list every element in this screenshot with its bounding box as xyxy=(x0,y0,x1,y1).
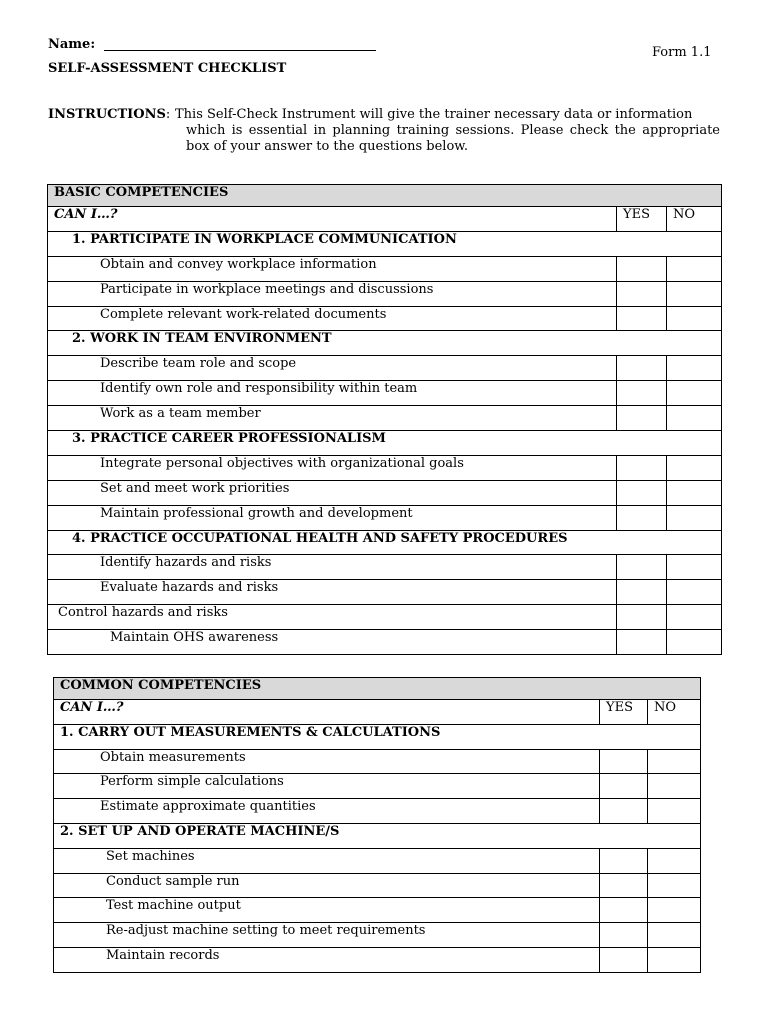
name-label: Name: xyxy=(48,37,96,52)
checklist-row xyxy=(54,923,701,948)
yes-checkbox[interactable] xyxy=(600,947,648,972)
no-checkbox[interactable] xyxy=(648,873,701,898)
no-checkbox[interactable] xyxy=(648,799,701,824)
no-checkbox[interactable] xyxy=(667,356,722,381)
form-number: Form 1.1 xyxy=(652,45,712,60)
checklist-row xyxy=(48,630,722,655)
no-checkbox[interactable] xyxy=(667,505,722,530)
no-checkbox[interactable] xyxy=(667,381,722,406)
yes-column-header: YES xyxy=(617,207,667,232)
yes-checkbox[interactable] xyxy=(617,306,667,331)
no-checkbox[interactable] xyxy=(648,848,701,873)
no-checkbox[interactable] xyxy=(667,406,722,431)
section-title: 3. PRACTICE CAREER PROFESSIONALISM xyxy=(48,431,722,456)
yes-checkbox[interactable] xyxy=(617,580,667,605)
checklist-row xyxy=(54,898,701,923)
yes-checkbox[interactable] xyxy=(617,605,667,630)
instructions-label: INSTRUCTIONS: xyxy=(48,107,171,122)
table-heading: BASIC COMPETENCIES xyxy=(48,185,722,207)
no-checkbox[interactable] xyxy=(667,455,722,480)
checklist-item: Re-adjust machine setting to meet requirements xyxy=(54,923,600,948)
yes-checkbox[interactable] xyxy=(617,555,667,580)
checklist-item: Estimate approximate quantities xyxy=(54,799,600,824)
no-checkbox[interactable] xyxy=(648,898,701,923)
checklist-row xyxy=(54,947,701,972)
checklist-item: Integrate personal objectives with organizational goals xyxy=(48,455,617,480)
no-checkbox[interactable] xyxy=(667,630,722,655)
yes-checkbox[interactable] xyxy=(600,774,648,799)
yes-checkbox[interactable] xyxy=(600,898,648,923)
checklist-row xyxy=(48,455,722,480)
checklist-row xyxy=(48,381,722,406)
checklist-row xyxy=(48,356,722,381)
can-i-label: CAN I…? xyxy=(48,207,617,232)
yes-checkbox[interactable] xyxy=(600,923,648,948)
checklist-row xyxy=(54,749,701,774)
yes-checkbox[interactable] xyxy=(617,505,667,530)
checklist-item: Maintain OHS awareness xyxy=(48,630,617,655)
name-field-line[interactable] xyxy=(104,50,376,51)
no-checkbox[interactable] xyxy=(648,947,701,972)
checklist-item: Identify own role and responsibility within team xyxy=(48,381,617,406)
checklist-row xyxy=(48,555,722,580)
yes-checkbox[interactable] xyxy=(617,630,667,655)
common-competencies-table xyxy=(53,677,701,973)
checklist-item: Control hazards and risks xyxy=(48,605,617,630)
section-title: 4. PRACTICE OCCUPATIONAL HEALTH AND SAFETY PROCEDURES xyxy=(48,530,722,555)
checklist-item: Work as a team member xyxy=(48,406,617,431)
checklist-item: Evaluate hazards and risks xyxy=(48,580,617,605)
checklist-item: Test machine output xyxy=(54,898,600,923)
section-title: 2. WORK IN TEAM ENVIRONMENT xyxy=(48,331,722,356)
checklist-item: Perform simple calculations xyxy=(54,774,600,799)
no-checkbox[interactable] xyxy=(667,555,722,580)
checklist-row xyxy=(54,873,701,898)
no-checkbox[interactable] xyxy=(648,749,701,774)
checklist-item: Participate in workplace meetings and discussions xyxy=(48,281,617,306)
instructions-line-1: This Self-Check Instrument will give the trainer necessary data or information xyxy=(175,107,693,122)
checklist-row xyxy=(48,256,722,281)
table-heading: COMMON COMPETENCIES xyxy=(54,678,701,700)
checklist-row xyxy=(48,406,722,431)
checklist-row xyxy=(48,605,722,630)
yes-checkbox[interactable] xyxy=(600,873,648,898)
checklist-item: Maintain professional growth and development xyxy=(48,505,617,530)
section-title: 1. CARRY OUT MEASUREMENTS & CALCULATIONS xyxy=(54,724,701,749)
yes-checkbox[interactable] xyxy=(617,356,667,381)
yes-column-header: YES xyxy=(600,700,648,725)
checklist-item: Conduct sample run xyxy=(54,873,600,898)
yes-checkbox[interactable] xyxy=(600,848,648,873)
checklist-item: Obtain and convey workplace information xyxy=(48,256,617,281)
checklist-row xyxy=(48,281,722,306)
checklist-item: Complete relevant work-related documents xyxy=(48,306,617,331)
checklist-row xyxy=(54,774,701,799)
no-column-header: NO xyxy=(648,700,701,725)
yes-checkbox[interactable] xyxy=(617,256,667,281)
yes-checkbox[interactable] xyxy=(600,799,648,824)
no-checkbox[interactable] xyxy=(648,774,701,799)
checklist-item: Set machines xyxy=(54,848,600,873)
page-title: SELF-ASSESSMENT CHECKLIST xyxy=(48,61,287,76)
checklist-item: Obtain measurements xyxy=(54,749,600,774)
checklist-item: Maintain records xyxy=(54,947,600,972)
can-i-label: CAN I…? xyxy=(54,700,600,725)
no-column-header: NO xyxy=(667,207,722,232)
yes-checkbox[interactable] xyxy=(600,749,648,774)
checklist-item: Set and meet work priorities xyxy=(48,480,617,505)
no-checkbox[interactable] xyxy=(667,480,722,505)
no-checkbox[interactable] xyxy=(667,306,722,331)
checklist-row xyxy=(48,306,722,331)
no-checkbox[interactable] xyxy=(667,580,722,605)
no-checkbox[interactable] xyxy=(667,256,722,281)
basic-competencies-table xyxy=(47,184,722,655)
no-checkbox[interactable] xyxy=(667,605,722,630)
checklist-row xyxy=(54,848,701,873)
no-checkbox[interactable] xyxy=(667,281,722,306)
section-title: 2. SET UP AND OPERATE MACHINE/S xyxy=(54,823,701,848)
section-title: 1. PARTICIPATE IN WORKPLACE COMMUNICATION xyxy=(48,231,722,256)
instructions-text: which is essential in planning training sessions. Please check the appropriate box of your answer to the questions below. xyxy=(186,123,720,154)
checklist-item: Identify hazards and risks xyxy=(48,555,617,580)
checklist-row xyxy=(48,480,722,505)
yes-checkbox[interactable] xyxy=(617,480,667,505)
checklist-row xyxy=(48,580,722,605)
checklist-item: Describe team role and scope xyxy=(48,356,617,381)
checklist-row xyxy=(48,505,722,530)
no-checkbox[interactable] xyxy=(648,923,701,948)
yes-checkbox[interactable] xyxy=(617,406,667,431)
yes-checkbox[interactable] xyxy=(617,281,667,306)
yes-checkbox[interactable] xyxy=(617,455,667,480)
checklist-row xyxy=(54,799,701,824)
yes-checkbox[interactable] xyxy=(617,381,667,406)
